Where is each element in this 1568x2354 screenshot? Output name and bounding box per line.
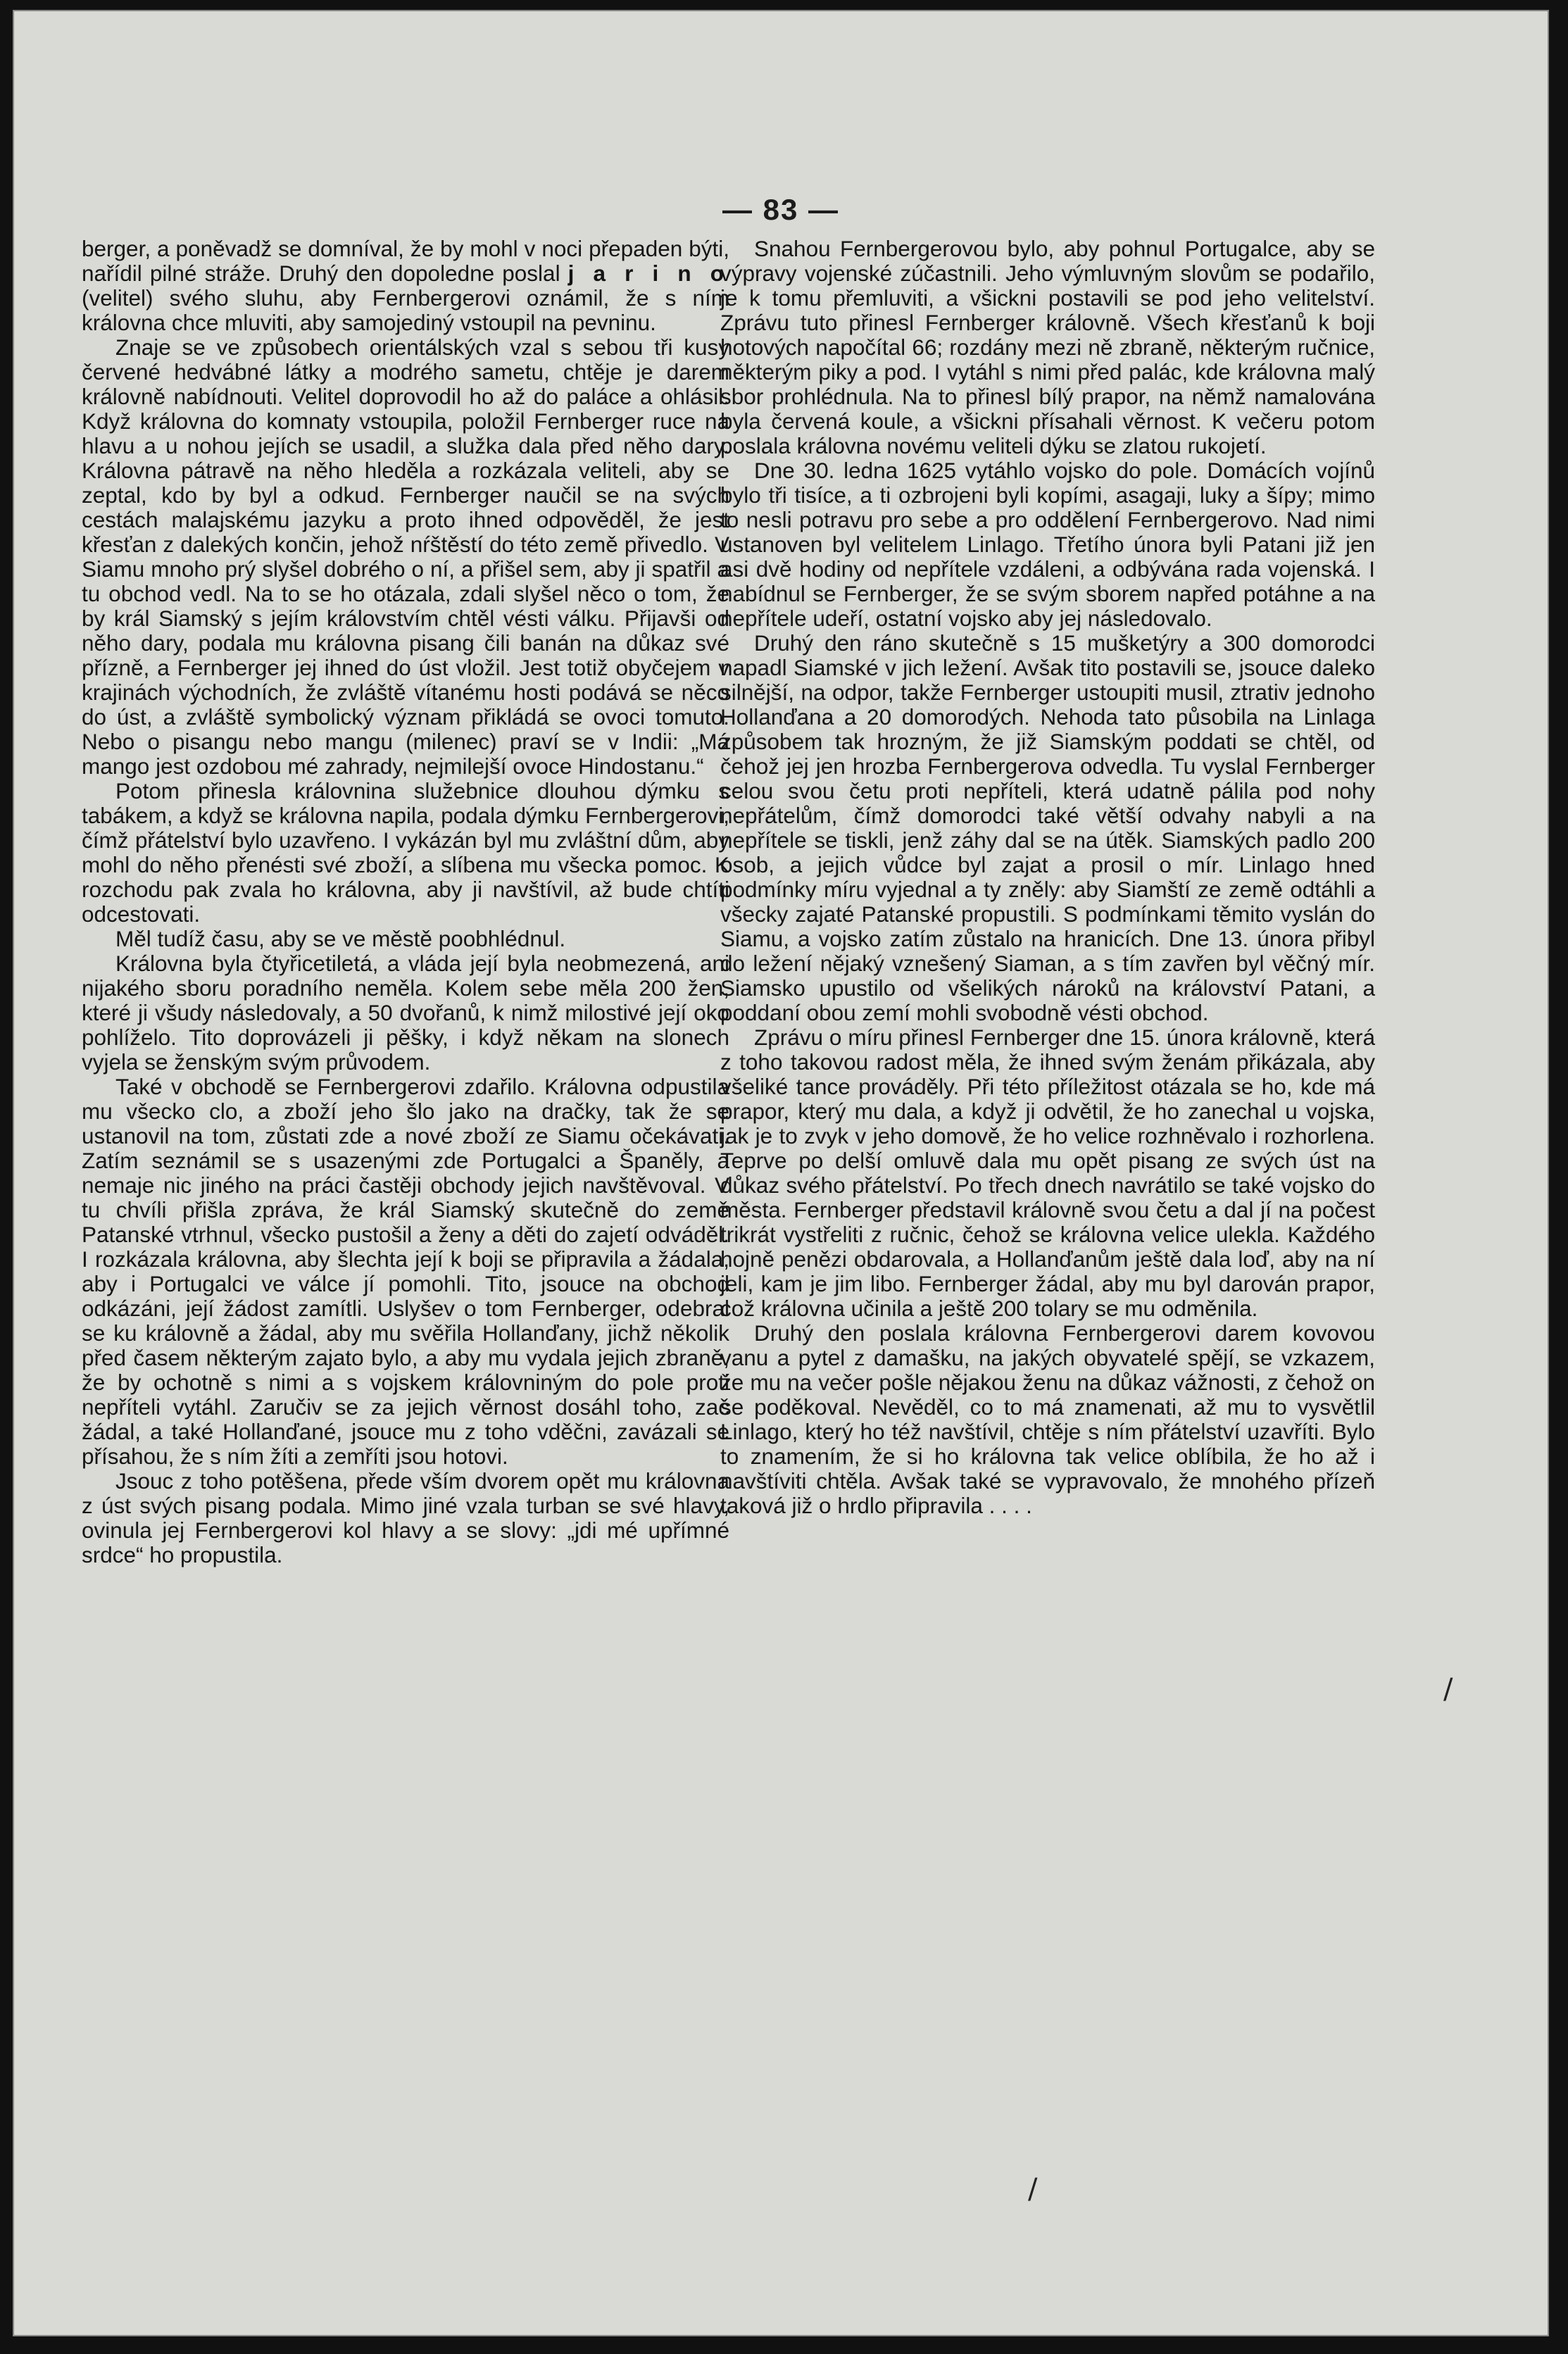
paragraph [82, 237, 729, 335]
paragraph-text: berger, a poněvadž se domníval, že by mohl v noci přepaden býti, nařídil pilné stráže. Druhý den dopoledne poslal [82, 236, 729, 286]
paragraph: Druhý den ráno skutečně s 15 mušketýry a 300 domorodci napadl Siamské v jich ležení. Avšak tito postavili se, jsouce daleko silnější, na odpor, takže Fernberger ustoupiti musil, ztrativ jednoho Hollanďana a 20 domorodých. Nehoda tato působila na Linlaga způsobem tak hrozným, že již Siamským poddati se chtěl, od čehož jej jen hrozba Fernbergerova odvedla. Tu vyslal Fernberger celou svou četu proti nepříteli, která udatně pálila pod nohy nepřátelům, čímž domorodci také větší odvahy nabyli a na nepřítele se tiskli, jenž záhy dal se na útěk. Siamských padlo 200 osob, a jejich vůdce byl zajat a prosil o mír. Linlago hned podmínky míru vyjednal a ty zněly: aby Siamští ze země odtáhli a všecky zajaté Patanské propustili. S podmínkami těmito vyslán do Siamu, a vojsko zatím zůstalo na hranicích. Dne 13. února přibyl do ležení nějaký vznešený Siaman, a s tím zavřen byl věčný mír. Siamsko upustilo od všelikých nároků na království Patani, a poddaní obou zemí mohli svobodně vésti obchod. [720, 630, 1375, 1025]
paragraph: Jsouc z toho potěšena, přede vším dvorem opět mu královna z úst svých pisang podala. Mimo jiné vzala turban se své hlavy, ovinula jej Fernbergerovi kol hlavy a se slovy: „jdi mé upřímné srdce“ ho propustila. [82, 1468, 729, 1567]
paragraph: Zprávu o míru přinesl Fernberger dne 15. února královně, která z toho takovou radost měla, že ihned svým ženám přikázala, aby všeliké tance prováděly. Při této příležitost otázala se ho, kde má prapor, který mu dala, a když ji odvětil, že ho zanechal u vojska, jak je to zvyk v jeho domově, že ho velice rozhněvalo i rozhorlena. Teprve po delší omluvě dala mu opět pisang ze svých úst na důkaz svého přátelství. Po třech dnech navrátilo se také vojsko do města. Fernberger představil královně svou četu a dal jí na počest trikrát vystřeliti z ručnic, čehož se královna velice ulekla. Každého hojně penězi obdarovala, a Hollanďanům ještě dala loď, aby na ní jeli, kam je jim libo. Fernberger žádal, aby mu byl darován prapor, což královna učinila a ještě 200 tolary se mu odměnila. [720, 1025, 1375, 1321]
paragraph: Královna byla čtyřicetiletá, a vláda její byla neobmezená, ani nijakého sboru poradního neměla. Kolem sebe měla 200 žen, které ji všudy následovaly, a 50 dvořanů, k nimž milostivé její oko pohlíželo. Tito doprovázeli ji pěšky, i když někam na slonech vyjela se ženským svým průvodem. [82, 951, 729, 1075]
left-column [82, 237, 729, 1567]
paragraph: Potom přinesla královnina služebnice dlouhou dýmku s tabákem, a když se královna napila, podala dýmku Fernbergerovi, čímž přátelství bylo uzavřeno. I vykázán byl mu zvláštní dům, aby mohl do něho přenésti své zboží, a slíbena mu všecka pomoc. K rozchodu pak zvala ho královna, aby ji navštívil, až bude chtíti odcestovati. [82, 778, 729, 927]
paragraph: Také v obchodě se Fernbergerovi zdařilo. Královna odpustila mu všecko clo, a zboží jeho šlo jako na dračky, tak že se ustanovil na tom, zůstati zde a nové zboží ze Siamu očekávati. Zatím seznámil se s usazenými zde Portugalci a Španěly, a nemaje nic jiného na práci častěji obchody jejich navštěvoval. V tu chvíli přišla zpráva, že král Siamský skutečně do země Patanské vtrhnul, všecko pustošil a ženy a děti do zajetí odváděl. I rozkázala královna, aby šlechta její k boji se připravila a žádala, aby i Portugalci ve válce jí pomohli. Tito, jsouce na obchod odkázáni, její žádost zamítli. Uslyšev o tom Fernberger, odebral se ku královně a žádal, aby mu svěřila Hollanďany, jichž několik před časem některým zajato bylo, a aby mu vydala jejich zbraně, že by ochotně s nimi a s vojskem královniným do pole proti nepříteli vytáhl. Zaručiv se za jejich věrnost dosáhl toho, zač žádal, a také Hollanďané, jsouce mu z toho vděčni, zavázali se přísahou, že s ním žíti a zemříti jsou hotovi. [82, 1074, 729, 1469]
paragraph: Měl tudíž času, aby se ve městě poobhlédnul. [115, 926, 566, 951]
margin-mark: / [1028, 2173, 1038, 2205]
paragraph: Snahou Fernbergerovou bylo, aby pohnul Portugalce, aby se výpravy vojenské zúčastnili. Jeho výmluvným slovům se podařilo, je k tomu přemluviti, a všickni postavili se pod jeho velitelství. Zprávu tuto přinesl Fernberger královně. Všech křesťanů k boji hotových napočítal 66; rozdány mezi ně zbraně, některým ručnice, některým piky a pod. I vytáhl s nimi před palác, kde královna malý sbor prohlédnula. Na to přinesl bílý prapor, na němž namalována byla červená koule, a všickni přísahali věrnost. K večeru potom poslala královna novému veliteli dýku se zlatou rukojetí. [720, 236, 1375, 458]
right-column [720, 237, 1375, 1518]
spaced-name: j a r i n o [567, 261, 729, 286]
paragraph-text: (velitel) svého sluhu, aby Fernbergerovi oznámil, že s ním královna chce mluviti, aby samojediný vstoupil na pevninu. [82, 285, 729, 335]
page-number: — 83 — [722, 193, 840, 226]
document-sheet [13, 10, 1549, 2336]
paragraph: Dne 30. ledna 1625 vytáhlo vojsko do pole. Domácích vojínů bylo tři tisíce, a ti ozbrojeni byli kopími, asagaji, luky a šípy; mimo to nesli potravu pro sebe a pro oddělení Fernbergerovo. Nad nimi ustanoven byl velitelem Linlago. Třetího února byli Patani již jen asi dvě hodiny od nepřítele vzdáleni, a odbývána rada vojenská. I nabídnul se Fernberger, že se svým sborem napřed potáhne a na nepřítele udeří, ostatní vojsko aby jej následovalo. [720, 458, 1375, 631]
paragraph: Druhý den poslala královna Fernbergerovi darem kovovou vanu a pytel z damašku, na jakých obyvatelé spějí, se vzkazem, že mu na večer pošle nějakou ženu na důkaz vážnosti, z čehož on se poděkoval. Nevěděl, co to má znamenati, až mu to vysvětlil Linlago, který ho též navštívil, chtěje s ním přátelství uzavříti. Bylo to znamením, že si ho královna tak velice oblíbila, že ho až i navštíviti chtěla. Avšak také se vypravovalo, že mnohého přízeň taková již o hrdlo připravila . . . . [720, 1320, 1375, 1518]
margin-mark: / [1443, 1673, 1453, 1705]
paragraph: Znaje se ve způsobech orientálských vzal s sebou tři kusy červené hedvábné látky a modrého sametu, chtěje je darem královně nabídnouti. Velitel doprovodil ho až do paláce a ohlásil. Když královna do komnaty vstoupila, položil Fernberger ruce na hlavu a u nohou jejích se usadil, a služka dala před něho dary. Královna pátravě na něho hleděla a rozkázala veliteli, aby se zeptal, kdo by byl a odkud. Fernberger naučil se na svých cestách malajskému jazyku a proto ihned odpověděl, že jest křesťan z dalekých končin, jehož nŕštěstí do této země přivedlo. V Siamu mnoho prý slyšel dobrého o ní, a přišel sem, aby ji spatřil a tu obchod vedl. Na to se ho otázala, zdali slyšel něco o tom, že by král Siamský s jejím královstvím chtěl vésti válku. Přijavši od něho dary, podala mu královna pisang čili banán na důkaz své přízně, a Fernberger jej ihned do úst vložil. Jest totiž obyčejem v krajinách východních, že zvláště vítanému hosti podává se něco do úst, a zvláště symbolický význam přikládá se ovoci tomuto. Nebo o pisangu nebo mangu (milenec) praví se v Indii: „Má mango jest ozdobou mé zahrady, nejmilejší ovoce Hindostanu.“ [82, 334, 729, 779]
